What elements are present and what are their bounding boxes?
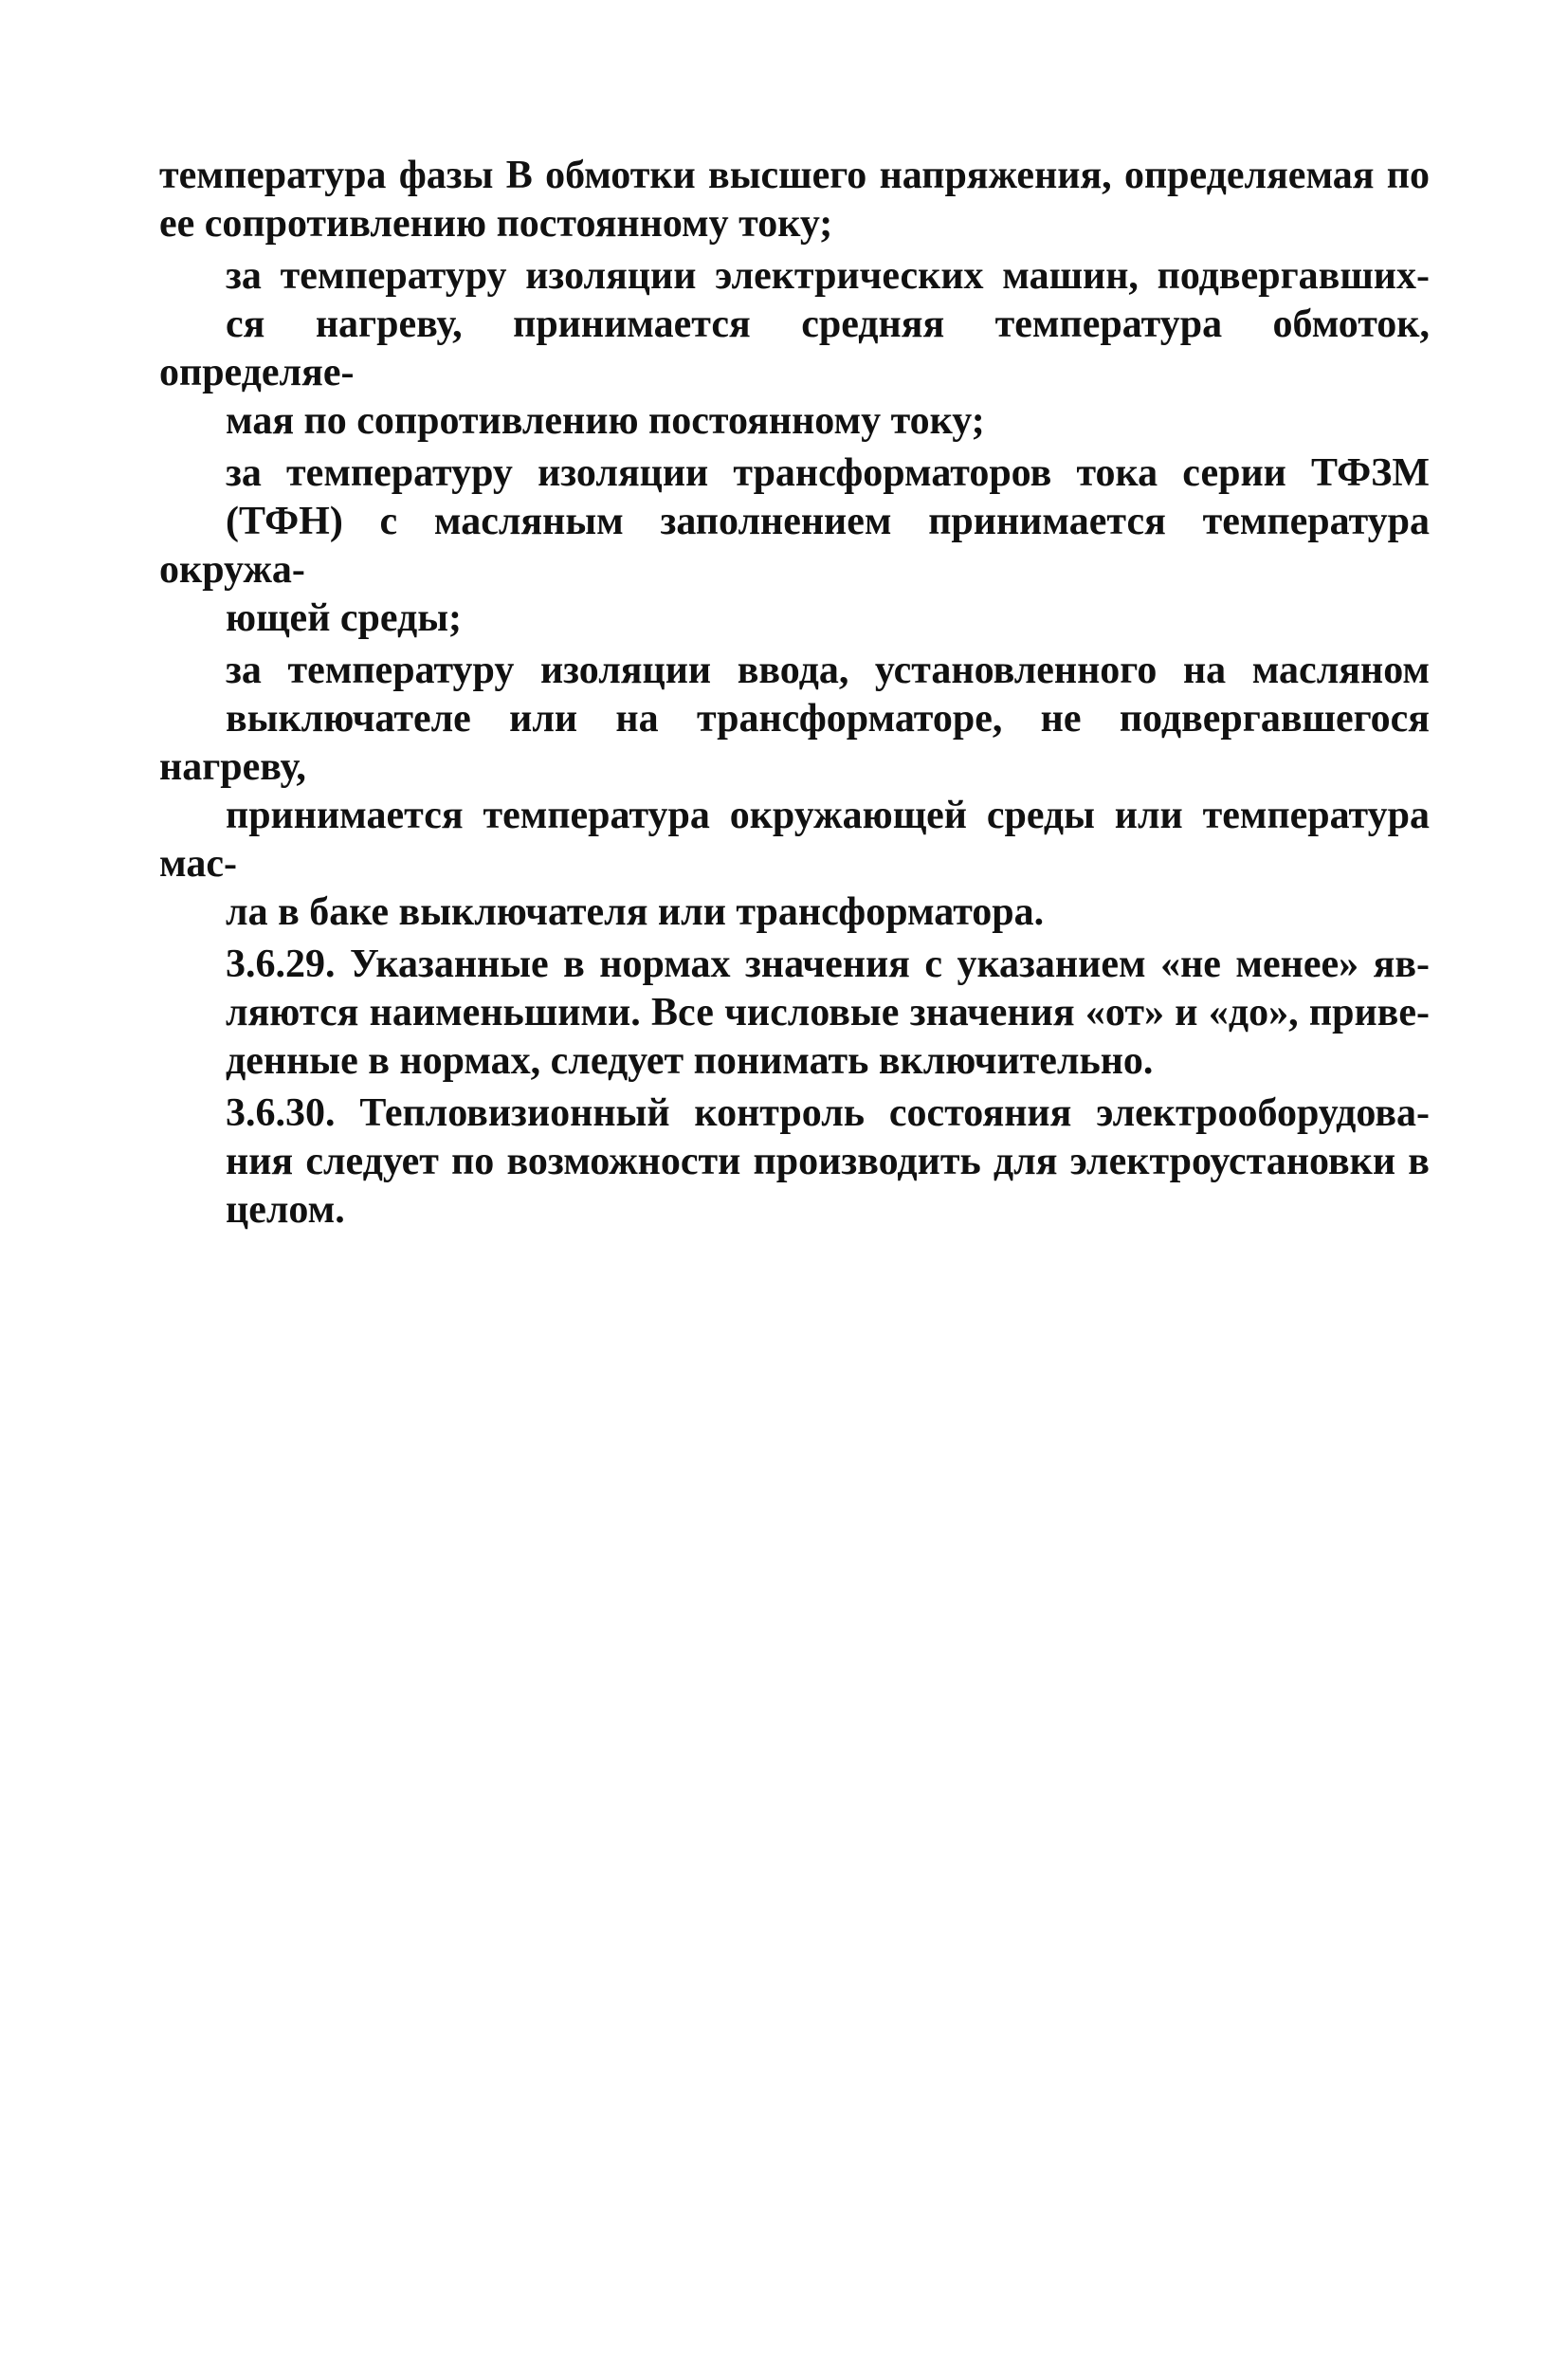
text-line: ляются наименьшими. Все числовые значения «от» и «до», приве- bbox=[226, 991, 1430, 1034]
text-line: ее сопротивлению постоянному току; bbox=[159, 202, 833, 246]
text-line bbox=[159, 1089, 1430, 1138]
text-line: за температуру изоляции ввода, установленного на масляном bbox=[226, 649, 1430, 692]
section-number: 3.6.29. bbox=[226, 942, 336, 986]
text-line: денные в нормах, следует понимать включительно. bbox=[226, 1039, 1154, 1083]
paragraph-section-3-6-30 bbox=[159, 1089, 1430, 1235]
paragraph-section-3-6-29 bbox=[159, 941, 1430, 1086]
text-fragment: Тепловизионный контроль состояния электрооборудова- bbox=[359, 1091, 1430, 1135]
text-line: ла в баке выключателя или трансформатора. bbox=[226, 890, 1045, 934]
document-page bbox=[159, 152, 1430, 1238]
text-line: за температуру изоляции электрических машин, подвергавших- bbox=[226, 254, 1430, 298]
text-fragment: Указанные в нормах значения с указанием «не менее» яв- bbox=[350, 942, 1431, 986]
text-line bbox=[159, 941, 1430, 989]
paragraph-phase-b-temperature bbox=[159, 152, 1430, 248]
text-line: температура фазы B обмотки высшего напряжения, определяемая по bbox=[159, 154, 1430, 197]
text-line: (ТФН) с масляным заполнением принимается температура окружа- bbox=[159, 500, 1430, 592]
text-line: ся нагреву, принимается средняя температура обмоток, определяе- bbox=[159, 302, 1430, 394]
text-line: за температуру изоляции трансформаторов тока серии ТФЗМ bbox=[226, 451, 1430, 495]
paragraph-current-transformers bbox=[159, 449, 1430, 643]
text-line: целом. bbox=[226, 1188, 345, 1232]
text-line: ющей среды; bbox=[226, 596, 463, 640]
paragraph-bushing-insulation bbox=[159, 647, 1430, 937]
text-line: ния следует по возможности производить для электроустановки в bbox=[226, 1140, 1430, 1183]
text-line: мая по сопротивлению постоянному току; bbox=[226, 399, 985, 443]
paragraph-electric-machines bbox=[159, 252, 1430, 446]
section-number: 3.6.30. bbox=[226, 1091, 336, 1135]
text-line: принимается температура окружающей среды или температура мас- bbox=[159, 794, 1430, 886]
text-line: выключателе или на трансформаторе, не подвергавшегося нагреву, bbox=[159, 697, 1430, 789]
